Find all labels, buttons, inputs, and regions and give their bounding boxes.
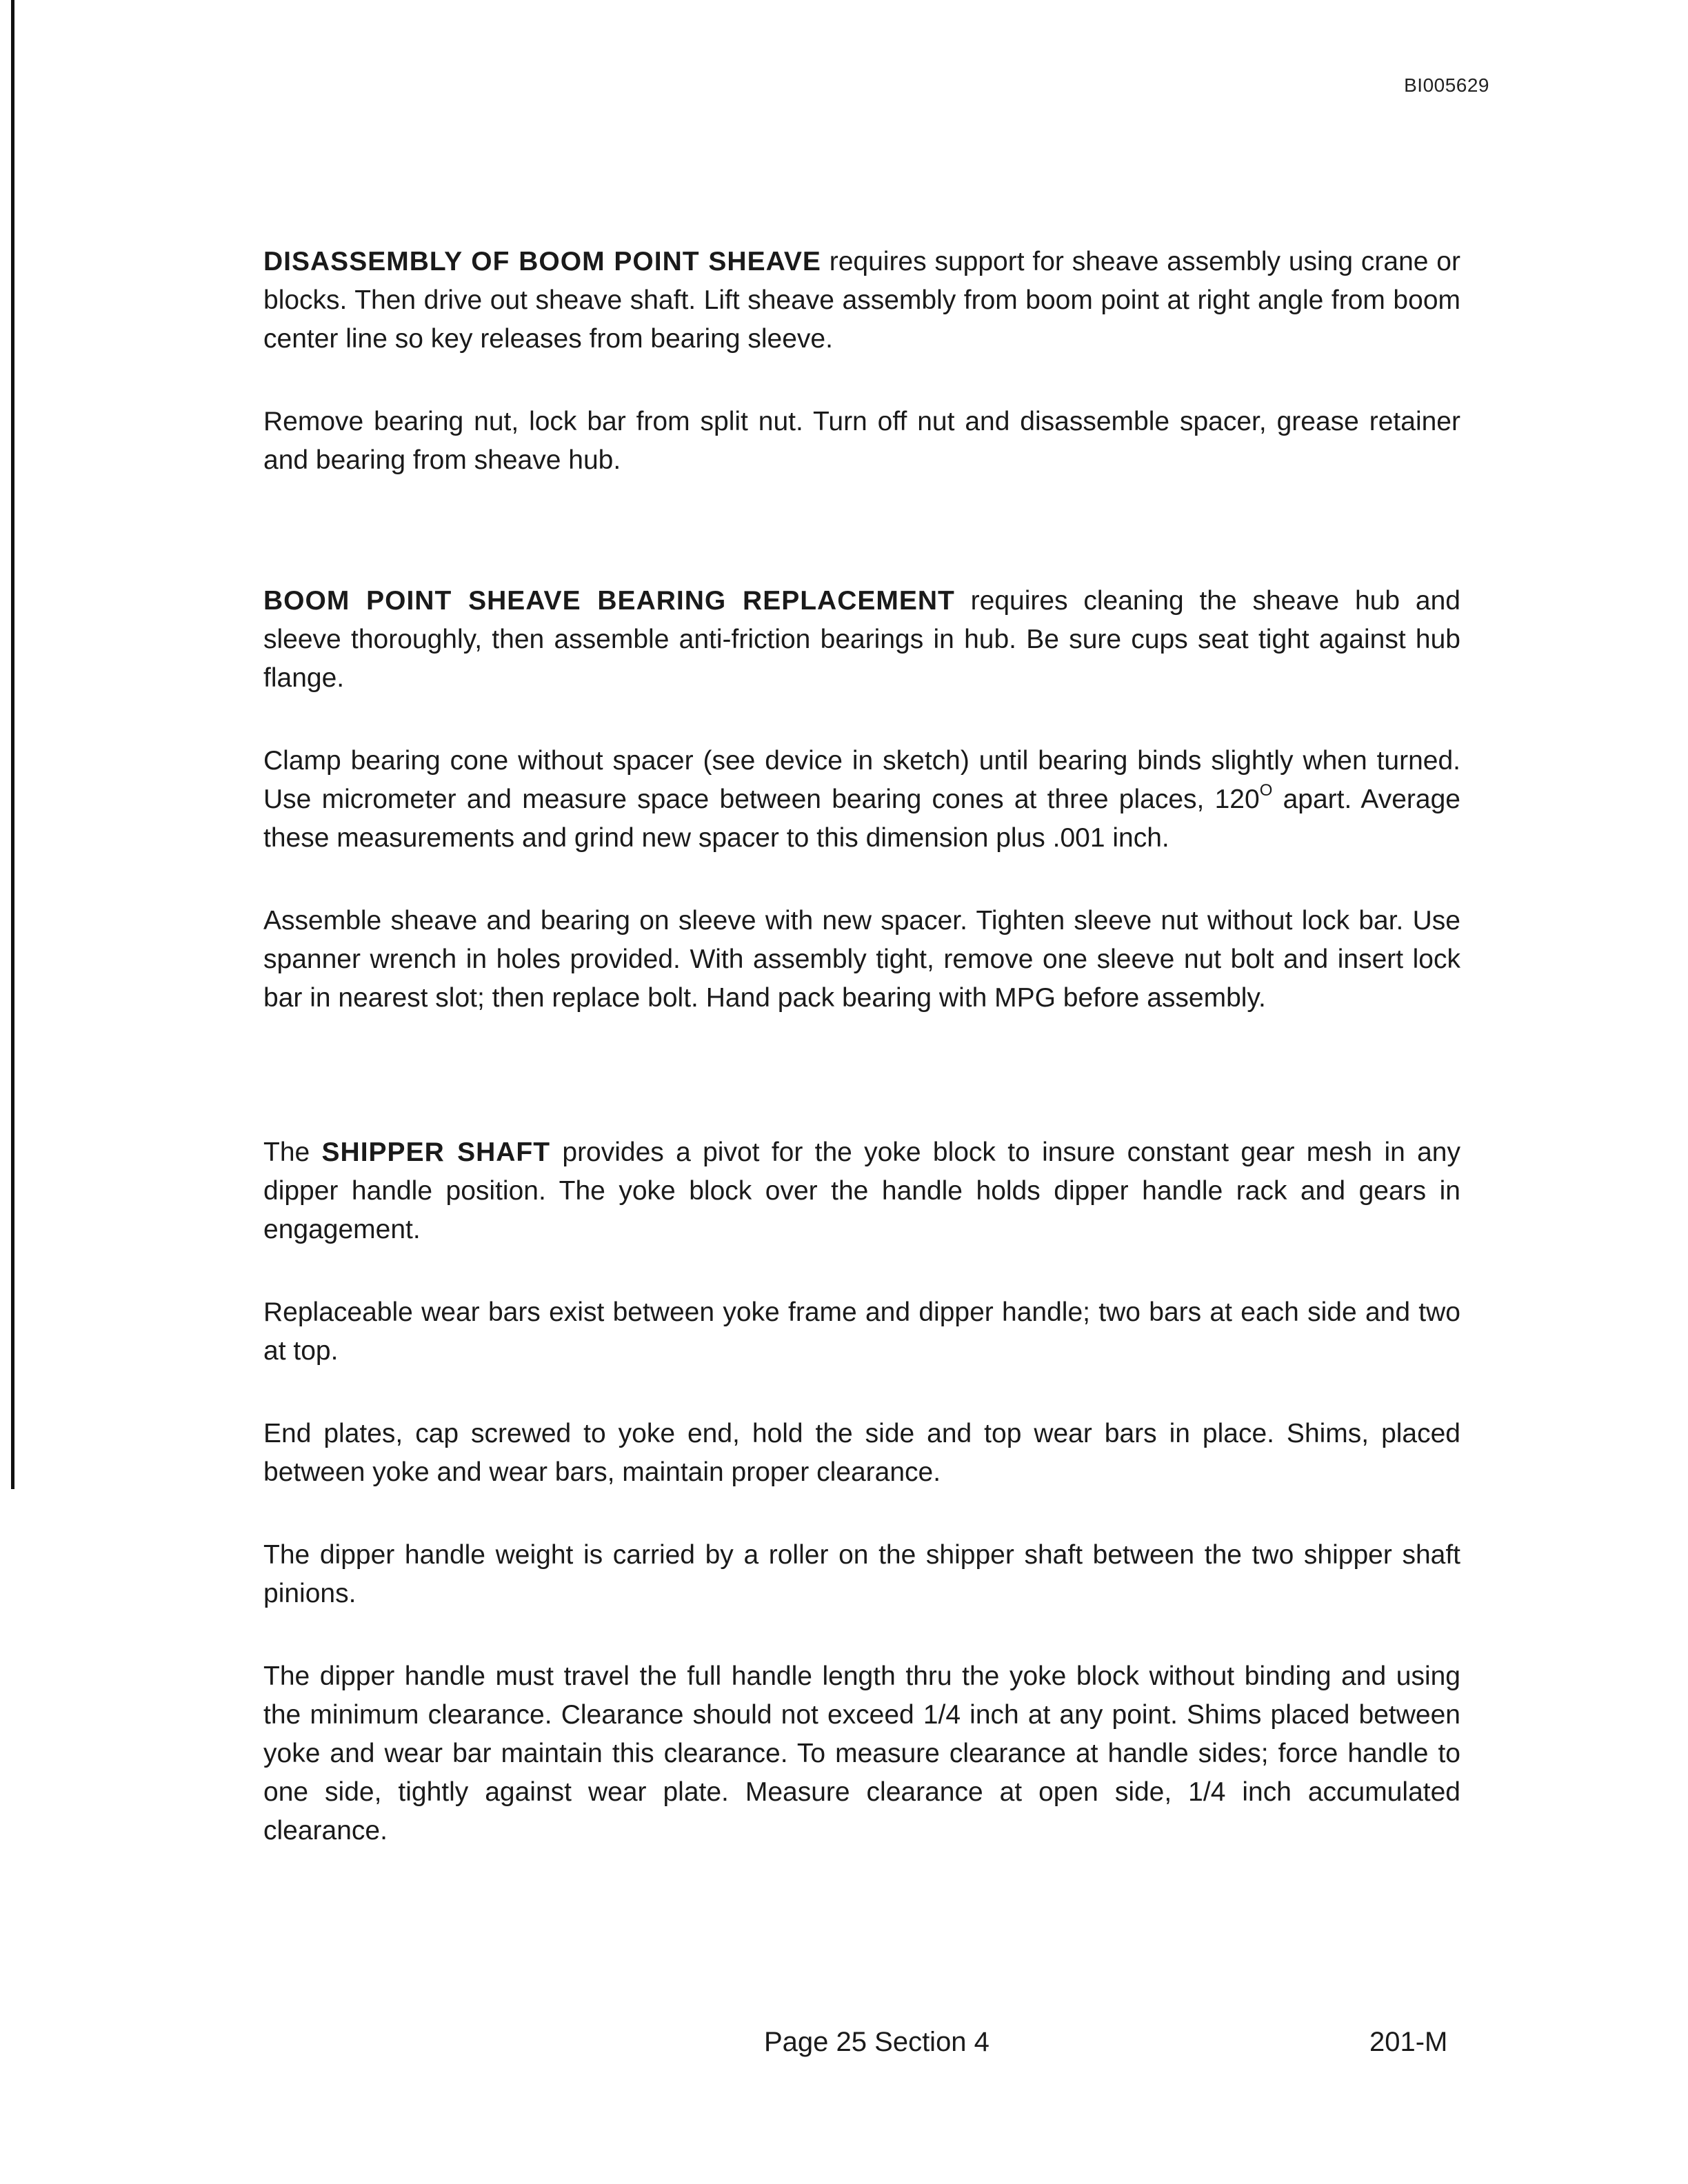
clamp-bearing-text-end: apart. Average these measurements and grind new spacer to this dimension plus .001 inch. [263, 785, 1460, 853]
paragraph-clamp-bearing [263, 742, 1460, 858]
paragraph-handle-weight: The dipper handle weight is carried by a roller on the shipper shaft between the two shipper shaft pinions. [263, 1540, 1460, 1608]
page-number-label: Page 25 Section 4 [764, 2027, 989, 2057]
document-id: BI005629 [1404, 74, 1489, 96]
paragraph-wear-bars: Replaceable wear bars exist between yoke frame and dipper handle; two bars at each side and two at top. [263, 1297, 1460, 1366]
document-body [263, 243, 1460, 1850]
boom-disassembly-text: requires support for sheave assembly using crane or blocks. Then drive out sheave shaft. Lift sheave assembly from boom point at right angle from boom center line so key releases from bearing sleeve. [263, 247, 1460, 354]
section-heading-shipper-shaft: SHIPPER SHAFT [321, 1138, 551, 1167]
shipper-shaft-prefix: The [263, 1138, 322, 1167]
clamp-bearing-text-start: Clamp bearing cone without spacer (see device in sketch) until bearing binds slightly when turned. Use micrometer and measure space between bearing cones at three places, 120 [263, 746, 1460, 814]
paragraph-handle-clearance: The dipper handle must travel the full handle length thru the yoke block without binding and using the minimum clearance. Clearance should not exceed 1/4 inch at any point. Shims placed between yoke and wear bar maintain this clearance. To measure clearance at handle sides; force handle to one side, tightly against wear plate. Measure clearance at open side, 1/4 inch accumulated clearance. [263, 1661, 1460, 1846]
paragraph-bearing-nut-removal: Remove bearing nut, lock bar from split nut. Turn off nut and disassemble spacer, grease retainer and bearing from sheave hub. [263, 407, 1460, 475]
paragraph-boom-disassembly [263, 243, 1460, 358]
paragraph-end-plates: End plates, cap screwed to yoke end, hold the side and top wear bars in place. Shims, placed between yoke and wear bars, maintain proper clearance. [263, 1419, 1460, 1487]
bearing-replacement-text: requires cleaning the sheave hub and sleeve thoroughly, then assemble anti-friction bearings in hub. Be sure cups seat tight against hub flange. [263, 586, 1460, 693]
degree-superscript: O [1259, 781, 1273, 800]
shipper-shaft-text: provides a pivot for the yoke block to insure constant gear mesh in any dipper handle position. The yoke block over the handle holds dipper handle rack and gears in engagement. [263, 1138, 1460, 1244]
scan-edge-rule [11, 0, 14, 1489]
section-heading-boom-disassembly: DISASSEMBLY OF BOOM POINT SHEAVE [263, 247, 821, 276]
document-code: 201-M [1369, 2027, 1448, 2057]
paragraph-bearing-replacement [263, 582, 1460, 698]
paragraph-shipper-shaft [263, 1133, 1460, 1249]
paragraph-assemble-sheave: Assemble sheave and bearing on sleeve with new spacer. Tighten sleeve nut without lock bar. Use spanner wrench in holes provided. With assembly tight, remove one sleeve nut bolt and insert lock bar in nearest slot; then replace bolt. Hand pack bearing with MPG before assembly. [263, 906, 1460, 1013]
section-heading-bearing-replacement: BOOM POINT SHEAVE BEARING REPLACEMENT [263, 586, 955, 616]
